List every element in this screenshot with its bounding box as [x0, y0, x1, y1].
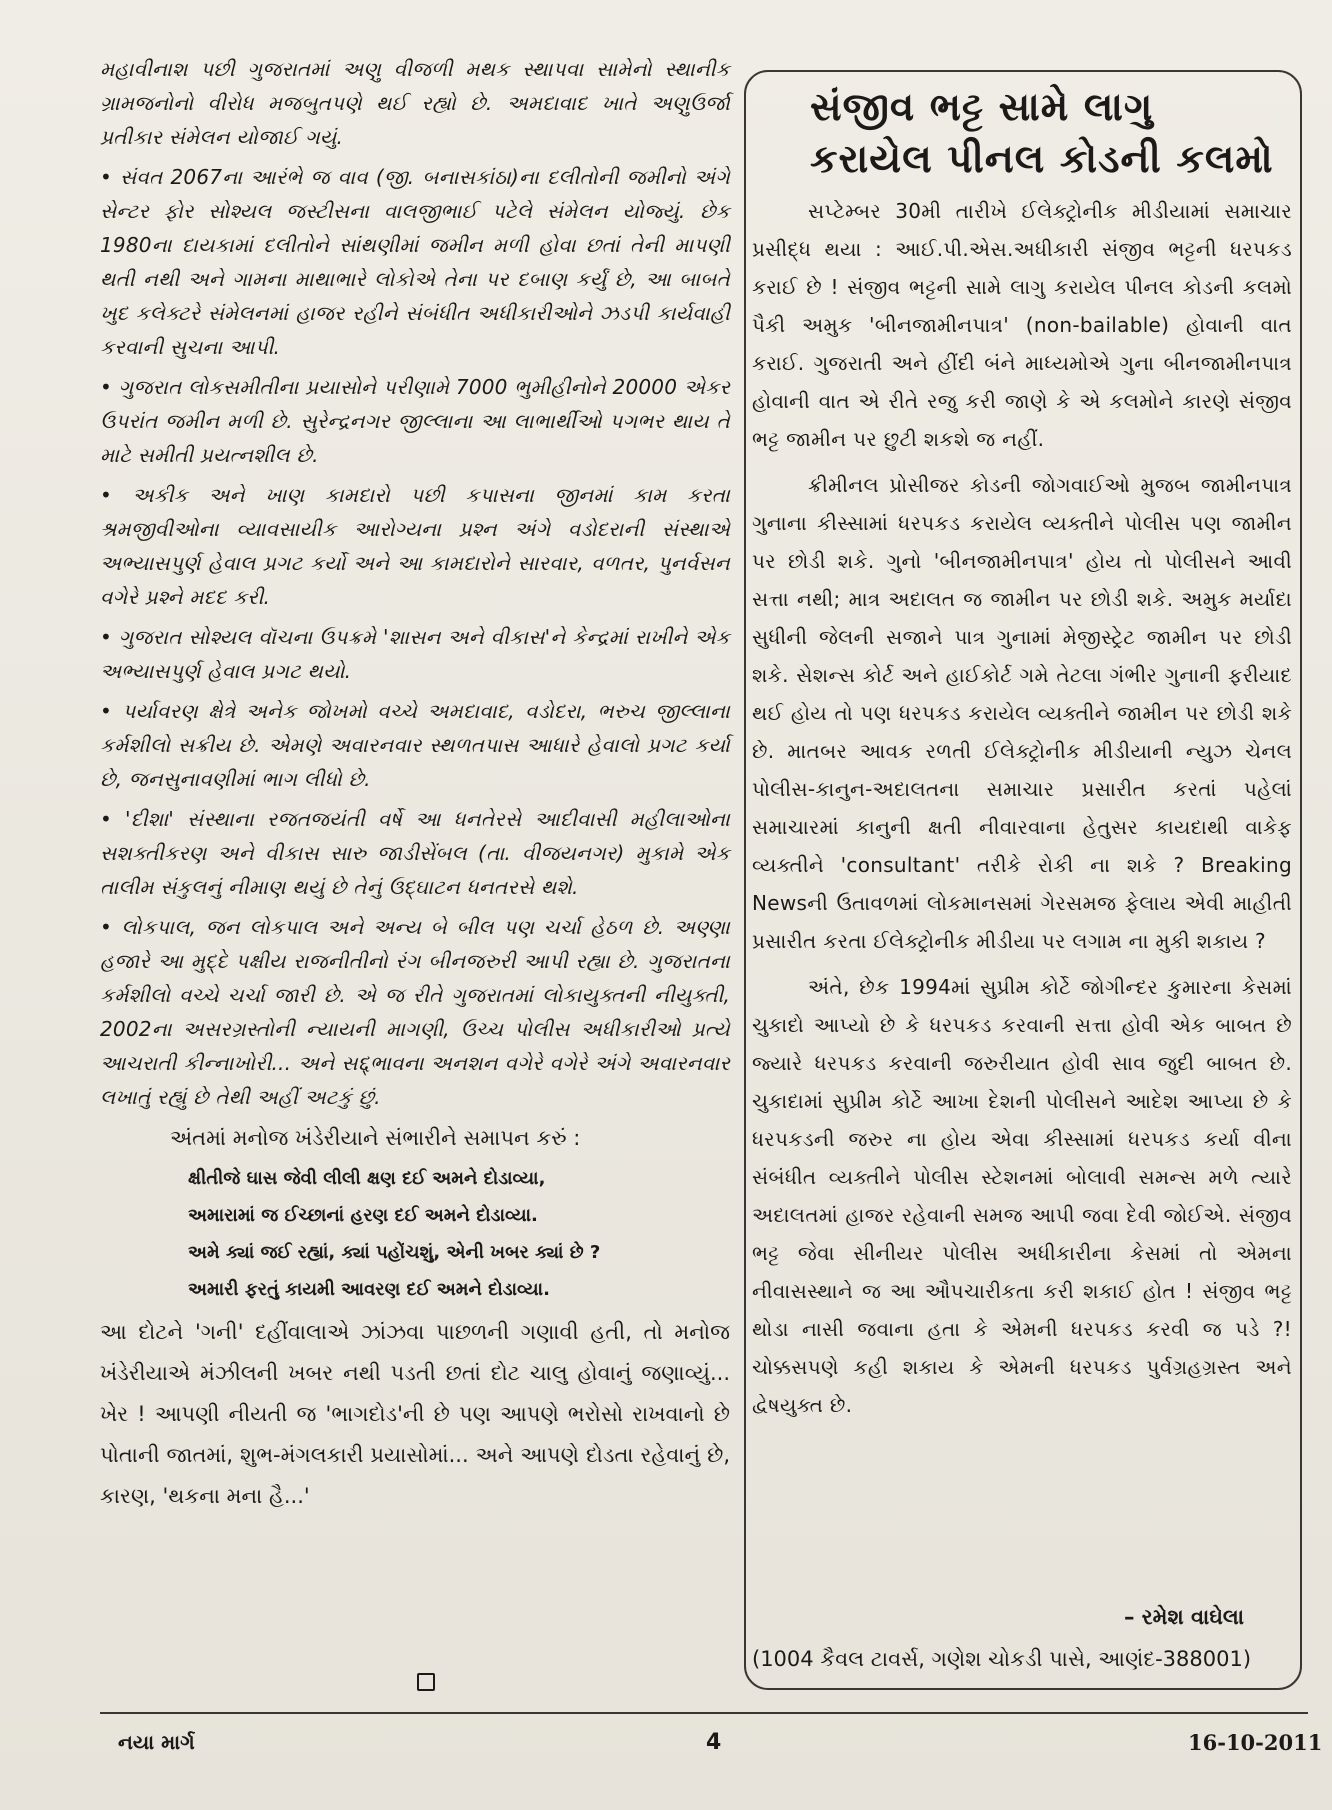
paragraph-3: • ગુજરાત લોકસમીતીના પ્રયાસોને પરીણામે 7000 ભુમીહીનોને 20000 એકર ઉપરાંત જમીન મળી છે. સુરેન્દ્રનગર જીલ્લાના આ લાભાર્થીઓ પગભર થાય તે માટે સમીતી પ્રયત્નશીલ છે.: [100, 375, 730, 467]
poem-line: અમારી ફરતું કાયમી આવરણ દઈ અમને દોડાવ્યા.: [188, 1279, 550, 1300]
boxed-article-title: સંજીવ ભટ્ટ સામે લાગુ કરાયેલ પીનલ કોડની કલમો: [810, 85, 1274, 182]
poem-intro: અંતમાં મનોજ ખંડેરીયાને સંભારીને સમાપન કરું :: [170, 1126, 581, 1150]
publication-name: નયા માર્ગ: [118, 1730, 195, 1754]
left-column: [100, 52, 730, 1517]
paragraph-4: • અકીક અને ખાણ કામદારો પછી કપાસના જીનમાં કામ કરતા શ્રમજીવીઓના વ્યાવસાયીક આરોગ્યના પ્રશ્ન અંગે વડોદરાની સંસ્થાએ અભ્યાસપુર્ણ હેવાલ પ્રગટ કર્યો અને આ કામદારોને સારવાર, વળતર, પુનર્વસન વગેરે પ્રશ્ને મદદ કરી.: [100, 483, 730, 609]
paragraph-2: • સંવત 2067ના આરંભે જ વાવ (જી. બનાસકાંઠા)ના દલીતોની જમીનો અંગે સેન્ટર ફોર સોશ્યલ જસ્ટીસના વાલજીભાઈ પટેલે સંમેલન યોજ્યું. છેક 1980ના દાયકામાં દલીતોને સાંથણીમાં જમીન મળી હોવા છતાં તેની માપણી થતી નથી અને ગામના માથાભારે લોકોએ તેના પર દબાણ કર્યું છે, આ બાબતે ખુદ કલેક્ટરે સંમેલનમાં હાજર રહીને સંબંધીત અધીકારીઓને ઝડપી કાર્યવાહી કરવાની સુચના આપી.: [100, 165, 730, 359]
paragraph-5: • ગુજરાત સોશ્યલ વૉચના ઉપક્રમે 'શાસન અને વીકાસ'ને કેન્દ્રમાં રાખીને એક અભ્યાસપુર્ણ હેવાલ પ્રગટ થયો.: [100, 625, 730, 683]
poem-line: અમારામાં જ ઈચ્છાનાં હરણ દઈ અમને દોડાવ્યા.: [188, 1205, 538, 1226]
author-name: – રમેશ વાઘેલા: [1124, 1605, 1244, 1629]
box-paragraph-1: સપ્ટેમ્બર 30મી તારીખે ઈલેક્ટ્રોનીક મીડીયામાં સમાચાર પ્રસીદ્ધ થયા : આઈ.પી.એસ.અધીકારી સંજીવ ભટ્ટની ધરપકડ કરાઈ છે ! સંજીવ ભટ્ટની સામે લાગુ કરાયેલ પીનલ કોડની કલમો પૈકી અમુક 'બીનજામીનપાત્ર' (non-bailable) હોવાની વાત કરાઈ. ગુજરાતી અને હીંદી બંને માધ્યમોએ ગુના બીનજામીનપાત્ર હોવાની વાત એ રીતે રજુ કરી જાણે કે એ કલમોને કારણે સંજીવ ભટ્ટ જામીન પર છુટી શકશે જ નહીં.: [752, 199, 1292, 451]
page-number: 4: [706, 1730, 722, 1755]
poem: [188, 1160, 730, 1308]
paragraph-8: • લોકપાલ, જન લોકપાલ અને અન્ય બે બીલ પણ ચર્ચા હેઠળ છે. અણ્ણા હજારે આ મુદ્દે પક્ષીય રાજનીતીનો રંગ બીનજરુરી આપી રહ્યા છે. ગુજરાતના કર્મશીલો વચ્ચે ચર્ચા જારી છે. એ જ રીતે ગુજરાતમાં લોકાયુક્તની નીયુક્તી, 2002ના અસરગ્રસ્તોની ન્યાયની માગણી, ઉચ્ચ પોલીસ અધીકારીઓ પ્રત્યે આચરાતી કીન્નાખોરી... અને સદ્દ્ભાવના અનશન વગેરે વગેરે અંગે અવારનવાર લખાતું રહ્યું છે તેથી અહીં અટકું છું.: [100, 915, 730, 1109]
poem-line: ક્ષીતીજે ઘાસ જેવી લીલી ક્ષણ દઈ અમને દોડાવ્યા,: [188, 1168, 546, 1189]
closing-paragraph: આ દોટને 'ગની' દહીંવાલાએ ઝાંઝવા પાછળની ગણાવી હતી, તો મનોજ ખંડેરીયાએ મંઝીલની ખબર નથી પડતી છતાં દોટ ચાલુ હોવાનું જણાવ્યું... ખેર ! આપણી નીયતી જ 'ભાગદોડ'ની છે પણ આપણે ભરોસો રાખવાનો છે પોતાની જાતમાં, શુભ-મંગલકારી પ્રયાસોમાં... અને આપણે દોડતા રહેવાનું છે, કારણ, 'થકના મના હૈ...': [100, 1320, 730, 1508]
paragraph-7: • 'દીશા' સંસ્થાના રજતજયંતી વર્ષે આ ધનતેરસે આદીવાસી મહીલાઓના સશક્તીકરણ અને વીકાસ સારુ જાડીસેંબલ (તા. વીજયનગર) મુકામે એક તાલીમ સંકુલનું નીમાણ થયું છે તેનું ઉદ્ઘાટન ધનતરસે થશે.: [100, 807, 730, 899]
poem-line: અમે ક્યાં જઈ રહ્યાં, ક્યાં પહોંચશું, એની ખબર ક્યાં છે ?: [188, 1242, 601, 1263]
issue-date: 16-10-2011: [1188, 1730, 1323, 1755]
paragraph-6: • પર્યાવરણ ક્ષેત્રે અનેક જોખમો વચ્ચે અમદાવાદ, વડોદરા, ભરુચ જીલ્લાના કર્મશીલો સક્રીય છે. એમણે અવારનવાર સ્થળતપાસ આધારે હેવાલો પ્રગટ કર્યા છે, જનસુનાવણીમાં ભાગ લીધો છે.: [100, 699, 730, 791]
box-paragraph-2: ક્રીમીનલ પ્રોસીજર કોડની જોગવાઈઓ મુજબ જામીનપાત્ર ગુનાના કીસ્સામાં ધરપકડ કરાયેલ વ્યક્તીને પોલીસ પણ જામીન પર છોડી શકે. ગુનો 'બીનજામીનપાત્ર' હોય તો પોલીસને આવી સત્તા નથી; માત્ર અદાલત જ જામીન પર છોડી શકે. અમુક મર્યાદા સુધીની જેલની સજાને પાત્ર ગુનામાં મેજીસ્ટ્રેટ જામીન પર છોડી શકે. સેશન્સ કોર્ટ અને હાઈકોર્ટ ગમે તેટલા ગંભીર ગુનાની ફરીયાદ થઈ હોય તો પણ ધરપકડ કરાયેલ વ્યક્તીને જામીન પર છોડી શકે છે. માતબર આવક રળતી ઈલેક્ટ્રોનીક મીડીયાની ન્યુઝ ચેનલ પોલીસ-કાનુન-અદાલતના સમાચાર પ્રસારીત કરતાં પહેલાં સમાચારમાં કાનુની ક્ષતી નીવારવાના હેતુસર કાયદાથી વાકેફ વ્યક્તીને 'consultant' તરીકે રોકી ના શકે ? Breaking Newsની ઉતાવળમાં લોકમાનસમાં ગેરસમજ ફેલાય એવી માહીતી પ્રસારીત કરતા ઈલેક્ટ્રોનીક મીડીયા પર લગામ ના મુકી શકાય ?: [752, 473, 1292, 953]
boxed-article-body: [752, 192, 1292, 1432]
box-paragraph-3: અંતે, છેક 1994માં સુપ્રીમ કોર્ટે જોગીન્દર કુમારના કેસમાં ચુકાદો આપ્યો છે કે ધરપકડ કરવાની સત્તા હોવી એક બાબત છે જ્યારે ધરપકડ કરવાની જરુરીયાત હોવી સાવ જુદી બાબત છે. ચુકાદામાં સુપ્રીમ કોર્ટે આખા દેશની પોલીસને આદેશ આપ્યા છે કે ધરપકડની જરુર ના હોય એવા કીસ્સામાં ધરપકડ કર્યા વીના સંબંધીત વ્યક્તીને પોલીસ સ્ટેશનમાં બોલાવી સમન્સ મળે ત્યારે અદાલતમાં હાજર રહેવાની સમજ આપી જવા દેવી જોઈએ. સંજીવ ભટ્ટ જેવા સીનીયર પોલીસ અધીકારીના કેસમાં તો એમના નીવાસસ્થાને જ આ ઔપચારીકતા કરી શકાઈ હોત ! સંજીવ ભટ્ટ થોડા નાસી જવાના હતા કે એમની ધરપકડ કરવી જ પડે ?! ચોક્કસપણે કહી શકાય કે એમની ધરપકડ પુર્વગ્રહગ્રસ્ત અને દ્વેષયુક્ત છે.: [752, 975, 1292, 1417]
paragraph-1: મહાવીનાશ પછી ગુજરાતમાં અણુ વીજળી મથક સ્થાપવા સામેનો સ્થાનીક ગ્રામજનોનો વીરોધ મજબુતપણે થઈ રહ્યો છે. અમદાવાદ ખાતે અણુઉર્જા પ્રતીકાર સંમેલન યોજાઈ ગયું.: [100, 57, 730, 149]
end-mark-icon: [417, 1673, 435, 1691]
author-address: (1004 કૈવલ ટાવર્સ, ગણેશ ચોકડી પાસે, આણંદ-388001): [752, 1647, 1252, 1671]
footer-divider: [100, 1712, 1308, 1714]
